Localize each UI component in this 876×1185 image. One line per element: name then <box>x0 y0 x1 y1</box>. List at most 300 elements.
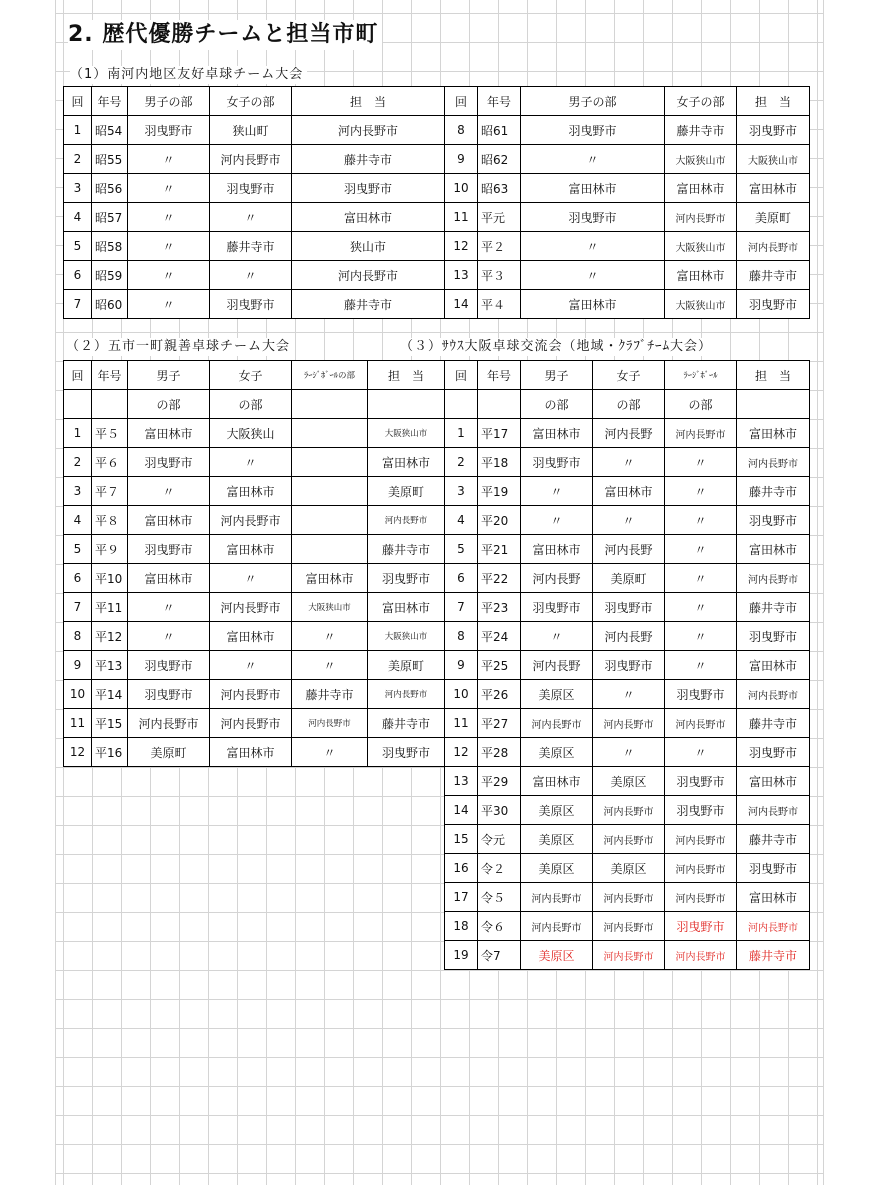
women-winner-cell: 羽曳野市 <box>210 290 292 319</box>
table-row <box>445 883 810 912</box>
large-ball-winner-cell: 〃 <box>292 651 368 680</box>
men-winner-cell: 河内長野市 <box>128 709 210 738</box>
women-winner-cell: 〃 <box>210 203 292 232</box>
round-cell: 1 <box>445 419 478 448</box>
round-cell: 13 <box>445 767 478 796</box>
men-winner-cell: 羽曳野市 <box>128 680 210 709</box>
table-row <box>64 622 445 651</box>
women-winner-cell: 〃 <box>593 506 665 535</box>
host-cell: 河内長野市 <box>737 232 810 261</box>
round-cell: 2 <box>64 145 92 174</box>
men-winner-cell: 河内長野市 <box>521 912 593 941</box>
women-winner-cell: 羽曳野市 <box>210 174 292 203</box>
table-row <box>445 419 810 448</box>
host-cell: 富田林市 <box>292 203 445 232</box>
table-row <box>64 261 445 290</box>
table-row <box>64 419 445 448</box>
host-cell: 羽曳野市 <box>737 506 810 535</box>
men-winner-cell: 〃 <box>521 232 665 261</box>
table-row <box>445 825 810 854</box>
host-cell: 藤井寺市 <box>292 290 445 319</box>
large-ball-winner-cell <box>292 506 368 535</box>
men-winner-cell: 羽曳野市 <box>521 203 665 232</box>
header-round: 回 <box>445 87 478 116</box>
women-winner-cell: 河内長野市 <box>593 883 665 912</box>
host-cell: 富田林市 <box>737 883 810 912</box>
women-winner-cell: 藤井寺市 <box>665 116 737 145</box>
table-row <box>445 709 810 738</box>
era-cell: 平18 <box>478 448 521 477</box>
round-cell: 17 <box>445 883 478 912</box>
era-cell: 平５ <box>92 419 128 448</box>
header-women: 女子 <box>210 361 292 390</box>
women-winner-cell: 〃 <box>210 564 292 593</box>
table-row <box>64 738 445 767</box>
header-women: 女子 <box>593 361 665 390</box>
host-cell: 富田林市 <box>737 651 810 680</box>
section2-title: （２）五市一町親善卓球チーム大会 <box>66 338 294 356</box>
header-round: 回 <box>64 87 92 116</box>
host-cell: 羽曳野市 <box>368 738 445 767</box>
large-ball-winner-cell: 河内長野市 <box>665 941 737 970</box>
men-winner-cell: 富田林市 <box>128 506 210 535</box>
header-women-suffix: の部 <box>210 390 292 419</box>
section1-table-right <box>444 86 810 319</box>
round-cell: 8 <box>64 622 92 651</box>
table-row <box>64 290 445 319</box>
table-row <box>445 767 810 796</box>
round-cell: 6 <box>64 564 92 593</box>
men-winner-cell: 羽曳野市 <box>521 116 665 145</box>
round-cell: 12 <box>445 738 478 767</box>
round-cell: 11 <box>64 709 92 738</box>
large-ball-winner-cell: 河内長野市 <box>665 883 737 912</box>
section2-table <box>63 360 445 767</box>
table-row <box>64 174 445 203</box>
women-winner-cell: 羽曳野市 <box>593 593 665 622</box>
era-cell: 平26 <box>478 680 521 709</box>
large-ball-winner-cell: 〃 <box>665 477 737 506</box>
table-row <box>64 232 445 261</box>
host-cell: 美原町 <box>368 477 445 506</box>
men-winner-cell: 羽曳野市 <box>521 448 593 477</box>
men-winner-cell: 富田林市 <box>521 419 593 448</box>
men-winner-cell: 富田林市 <box>128 419 210 448</box>
era-cell: 平25 <box>478 651 521 680</box>
header-large-ball: ﾗｰｼﾞﾎﾞｰﾙの部 <box>292 361 368 390</box>
women-winner-cell: 河内長野市 <box>210 709 292 738</box>
round-cell: 5 <box>64 232 92 261</box>
header-men: 男子 <box>521 361 593 390</box>
table-row <box>445 593 810 622</box>
era-cell: 平14 <box>92 680 128 709</box>
era-cell: 平２ <box>478 232 521 261</box>
era-cell: 令7 <box>478 941 521 970</box>
era-cell: 平元 <box>478 203 521 232</box>
men-winner-cell: 美原町 <box>128 738 210 767</box>
header-men-suffix: の部 <box>128 390 210 419</box>
header-era: 年号 <box>478 361 521 390</box>
host-cell: 藤井寺市 <box>292 145 445 174</box>
host-cell: 藤井寺市 <box>737 477 810 506</box>
large-ball-winner-cell: 〃 <box>665 593 737 622</box>
era-cell: 平27 <box>478 709 521 738</box>
host-cell: 藤井寺市 <box>737 709 810 738</box>
table-row <box>445 651 810 680</box>
women-winner-cell: 大阪狭山市 <box>665 290 737 319</box>
host-cell: 美原町 <box>368 651 445 680</box>
women-winner-cell: 河内長野 <box>593 622 665 651</box>
round-cell: 1 <box>64 116 92 145</box>
era-cell: 平10 <box>92 564 128 593</box>
round-cell: 2 <box>445 448 478 477</box>
women-winner-cell: 河内長野市 <box>593 825 665 854</box>
era-cell: 平９ <box>92 535 128 564</box>
women-winner-cell: 富田林市 <box>210 622 292 651</box>
round-cell: 9 <box>445 651 478 680</box>
men-winner-cell: 〃 <box>521 261 665 290</box>
era-cell: 平24 <box>478 622 521 651</box>
round-cell: 3 <box>64 174 92 203</box>
women-winner-cell: 〃 <box>210 261 292 290</box>
large-ball-winner-cell: 富田林市 <box>292 564 368 593</box>
women-winner-cell: 富田林市 <box>665 261 737 290</box>
women-winner-cell: 河内長野市 <box>593 941 665 970</box>
large-ball-winner-cell: 羽曳野市 <box>665 767 737 796</box>
table-row <box>445 116 810 145</box>
era-cell: 令２ <box>478 854 521 883</box>
header-women-suffix: の部 <box>593 390 665 419</box>
round-cell: 7 <box>64 593 92 622</box>
host-cell: 富田林市 <box>368 593 445 622</box>
table-row <box>445 232 810 261</box>
era-cell: 平20 <box>478 506 521 535</box>
round-cell: 12 <box>445 232 478 261</box>
header-large-ball-suffix: の部 <box>665 390 737 419</box>
women-winner-cell: 河内長野市 <box>210 593 292 622</box>
table-row <box>445 477 810 506</box>
header-host: 担 当 <box>737 87 810 116</box>
header-host: 担 当 <box>737 361 810 390</box>
era-cell: 平３ <box>478 261 521 290</box>
round-cell: 7 <box>445 593 478 622</box>
host-cell: 羽曳野市 <box>737 622 810 651</box>
host-cell: 羽曳野市 <box>737 738 810 767</box>
era-cell: 昭61 <box>478 116 521 145</box>
round-cell: 11 <box>445 709 478 738</box>
women-winner-cell: 富田林市 <box>210 535 292 564</box>
host-cell: 藤井寺市 <box>737 825 810 854</box>
men-winner-cell: 河内長野市 <box>521 883 593 912</box>
women-winner-cell: 河内長野 <box>593 535 665 564</box>
table-row <box>445 912 810 941</box>
host-cell: 河内長野市 <box>292 116 445 145</box>
women-winner-cell: 富田林市 <box>593 477 665 506</box>
men-winner-cell: 〃 <box>128 145 210 174</box>
table-header-row-2 <box>64 390 445 419</box>
table-row <box>64 680 445 709</box>
header-round: 回 <box>445 361 478 390</box>
women-winner-cell: 藤井寺市 <box>210 232 292 261</box>
round-cell: 6 <box>445 564 478 593</box>
table-header-row <box>64 361 445 390</box>
women-winner-cell: 美原町 <box>593 564 665 593</box>
men-winner-cell: 美原区 <box>521 941 593 970</box>
round-cell: 4 <box>64 203 92 232</box>
host-cell: 富田林市 <box>368 448 445 477</box>
women-winner-cell: 大阪狭山市 <box>665 145 737 174</box>
round-cell: 2 <box>64 448 92 477</box>
men-winner-cell: 〃 <box>128 232 210 261</box>
large-ball-winner-cell: 河内長野市 <box>665 825 737 854</box>
table-row <box>445 680 810 709</box>
round-cell: 3 <box>64 477 92 506</box>
large-ball-winner-cell: 河内長野市 <box>665 709 737 738</box>
table-row <box>64 477 445 506</box>
table-header-row-2 <box>445 390 810 419</box>
women-winner-cell: 河内長野市 <box>665 203 737 232</box>
header-women: 女子の部 <box>665 87 737 116</box>
table-row <box>64 651 445 680</box>
host-cell: 羽曳野市 <box>737 116 810 145</box>
header-round: 回 <box>64 361 92 390</box>
page-title: 2. 歴代優勝チームと担当市町 <box>68 20 382 50</box>
era-cell: 令５ <box>478 883 521 912</box>
era-cell: 平６ <box>92 448 128 477</box>
women-winner-cell: 大阪狭山市 <box>665 232 737 261</box>
men-winner-cell: 〃 <box>521 477 593 506</box>
large-ball-winner-cell: 河内長野市 <box>292 709 368 738</box>
table-row <box>445 261 810 290</box>
women-winner-cell: 〃 <box>210 651 292 680</box>
women-winner-cell: 河内長野市 <box>210 680 292 709</box>
table-row <box>445 622 810 651</box>
men-winner-cell: 羽曳野市 <box>128 448 210 477</box>
host-cell: 河内長野市 <box>737 680 810 709</box>
women-winner-cell: 河内長野市 <box>593 709 665 738</box>
large-ball-winner-cell: 羽曳野市 <box>665 796 737 825</box>
women-winner-cell: 河内長野市 <box>593 796 665 825</box>
header-men: 男子の部 <box>521 87 665 116</box>
header-men: 男子の部 <box>128 87 210 116</box>
round-cell: 16 <box>445 854 478 883</box>
men-winner-cell: 美原区 <box>521 854 593 883</box>
host-cell: 藤井寺市 <box>737 261 810 290</box>
large-ball-winner-cell: 〃 <box>665 448 737 477</box>
round-cell: 18 <box>445 912 478 941</box>
host-cell: 藤井寺市 <box>737 593 810 622</box>
host-cell: 富田林市 <box>737 535 810 564</box>
men-winner-cell: 美原区 <box>521 825 593 854</box>
round-cell: 3 <box>445 477 478 506</box>
men-winner-cell: 〃 <box>521 622 593 651</box>
table-row <box>445 796 810 825</box>
large-ball-winner-cell: 大阪狭山市 <box>292 593 368 622</box>
section3-table <box>444 360 810 970</box>
round-cell: 13 <box>445 261 478 290</box>
round-cell: 15 <box>445 825 478 854</box>
era-cell: 昭58 <box>92 232 128 261</box>
women-winner-cell: 富田林市 <box>210 477 292 506</box>
men-winner-cell: 〃 <box>128 477 210 506</box>
men-winner-cell: 〃 <box>128 261 210 290</box>
men-winner-cell: 美原区 <box>521 738 593 767</box>
round-cell: 8 <box>445 622 478 651</box>
large-ball-winner-cell: 〃 <box>665 535 737 564</box>
header-host: 担 当 <box>368 361 445 390</box>
host-cell: 富田林市 <box>737 174 810 203</box>
era-cell: 平29 <box>478 767 521 796</box>
women-winner-cell: 羽曳野市 <box>593 651 665 680</box>
large-ball-winner-cell: 羽曳野市 <box>665 680 737 709</box>
round-cell: 10 <box>445 174 478 203</box>
era-cell: 平11 <box>92 593 128 622</box>
large-ball-winner-cell: 〃 <box>665 738 737 767</box>
large-ball-winner-cell: 〃 <box>292 738 368 767</box>
table-row <box>445 535 810 564</box>
host-cell: 河内長野市 <box>737 796 810 825</box>
host-cell: 河内長野市 <box>737 912 810 941</box>
men-winner-cell: 羽曳野市 <box>521 593 593 622</box>
section3-title: （３）ｻｳｽ大阪卓球交流会（地域・ｸﾗﾌﾞﾁｰﾑ大会） <box>400 338 716 356</box>
table-row <box>445 506 810 535</box>
large-ball-winner-cell <box>292 477 368 506</box>
era-cell: 平30 <box>478 796 521 825</box>
era-cell: 昭63 <box>478 174 521 203</box>
men-winner-cell: 〃 <box>521 145 665 174</box>
men-winner-cell: 河内長野市 <box>521 709 593 738</box>
men-winner-cell: 羽曳野市 <box>128 535 210 564</box>
men-winner-cell: 〃 <box>521 506 593 535</box>
table-row <box>445 145 810 174</box>
era-cell: 昭56 <box>92 174 128 203</box>
men-winner-cell: 富田林市 <box>128 564 210 593</box>
round-cell: 12 <box>64 738 92 767</box>
men-winner-cell: 〃 <box>128 203 210 232</box>
round-cell: 11 <box>445 203 478 232</box>
host-cell: 藤井寺市 <box>368 709 445 738</box>
era-cell: 平21 <box>478 535 521 564</box>
women-winner-cell: 河内長野市 <box>210 145 292 174</box>
header-era: 年号 <box>92 361 128 390</box>
women-winner-cell: 〃 <box>210 448 292 477</box>
host-cell: 狭山市 <box>292 232 445 261</box>
round-cell: 9 <box>445 145 478 174</box>
women-winner-cell: 〃 <box>593 448 665 477</box>
host-cell: 大阪狭山市 <box>737 145 810 174</box>
host-cell: 河内長野市 <box>368 506 445 535</box>
table-row <box>445 738 810 767</box>
era-cell: 昭60 <box>92 290 128 319</box>
header-men: 男子 <box>128 361 210 390</box>
round-cell: 5 <box>64 535 92 564</box>
host-cell: 羽曳野市 <box>737 290 810 319</box>
large-ball-winner-cell: 羽曳野市 <box>665 912 737 941</box>
table-row <box>445 203 810 232</box>
large-ball-winner-cell: 河内長野市 <box>665 854 737 883</box>
section1-title: （1）南河内地区友好卓球チーム大会 <box>70 66 307 84</box>
host-cell: 大阪狭山市 <box>368 419 445 448</box>
men-winner-cell: 美原区 <box>521 680 593 709</box>
header-era: 年号 <box>478 87 521 116</box>
era-cell: 平28 <box>478 738 521 767</box>
large-ball-winner-cell: 〃 <box>665 651 737 680</box>
women-winner-cell: 河内長野 <box>593 419 665 448</box>
era-cell: 平12 <box>92 622 128 651</box>
host-cell: 藤井寺市 <box>737 941 810 970</box>
table-row <box>445 448 810 477</box>
header-era: 年号 <box>92 87 128 116</box>
women-winner-cell: 美原区 <box>593 854 665 883</box>
women-winner-cell: 狭山町 <box>210 116 292 145</box>
era-cell: 昭54 <box>92 116 128 145</box>
men-winner-cell: 富田林市 <box>521 535 593 564</box>
large-ball-winner-cell <box>292 535 368 564</box>
women-winner-cell: 河内長野市 <box>210 506 292 535</box>
women-winner-cell: 美原区 <box>593 767 665 796</box>
women-winner-cell: 河内長野市 <box>593 912 665 941</box>
men-winner-cell: 富田林市 <box>521 767 593 796</box>
large-ball-winner-cell <box>292 448 368 477</box>
host-cell: 羽曳野市 <box>292 174 445 203</box>
round-cell: 14 <box>445 290 478 319</box>
host-cell: 大阪狭山市 <box>368 622 445 651</box>
table-row <box>64 593 445 622</box>
women-winner-cell: 大阪狭山 <box>210 419 292 448</box>
table-row <box>64 564 445 593</box>
header-women: 女子の部 <box>210 87 292 116</box>
header-men-suffix: の部 <box>521 390 593 419</box>
large-ball-winner-cell: 〃 <box>665 506 737 535</box>
era-cell: 平４ <box>478 290 521 319</box>
large-ball-winner-cell: 〃 <box>665 622 737 651</box>
round-cell: 1 <box>64 419 92 448</box>
men-winner-cell: 羽曳野市 <box>128 651 210 680</box>
men-winner-cell: 〃 <box>128 622 210 651</box>
header-host: 担 当 <box>292 87 445 116</box>
round-cell: 14 <box>445 796 478 825</box>
header-large-ball: ﾗｰｼﾞﾎﾞｰﾙ <box>665 361 737 390</box>
era-cell: 平７ <box>92 477 128 506</box>
round-cell: 10 <box>445 680 478 709</box>
era-cell: 平15 <box>92 709 128 738</box>
host-cell: 羽曳野市 <box>737 854 810 883</box>
host-cell: 富田林市 <box>737 419 810 448</box>
men-winner-cell: 河内長野 <box>521 564 593 593</box>
men-winner-cell: 〃 <box>128 290 210 319</box>
men-winner-cell: 富田林市 <box>521 290 665 319</box>
host-cell: 河内長野市 <box>292 261 445 290</box>
men-winner-cell: 羽曳野市 <box>128 116 210 145</box>
host-cell: 河内長野市 <box>737 564 810 593</box>
large-ball-winner-cell: 河内長野市 <box>665 419 737 448</box>
era-cell: 平22 <box>478 564 521 593</box>
round-cell: 4 <box>445 506 478 535</box>
women-winner-cell: 富田林市 <box>665 174 737 203</box>
round-cell: 10 <box>64 680 92 709</box>
host-cell: 富田林市 <box>737 767 810 796</box>
era-cell: 平19 <box>478 477 521 506</box>
women-winner-cell: 〃 <box>593 680 665 709</box>
table-row <box>445 941 810 970</box>
era-cell: 平13 <box>92 651 128 680</box>
women-winner-cell: 〃 <box>593 738 665 767</box>
table-row <box>445 174 810 203</box>
round-cell: 8 <box>445 116 478 145</box>
table-row <box>445 290 810 319</box>
round-cell: 9 <box>64 651 92 680</box>
men-winner-cell: 美原区 <box>521 796 593 825</box>
